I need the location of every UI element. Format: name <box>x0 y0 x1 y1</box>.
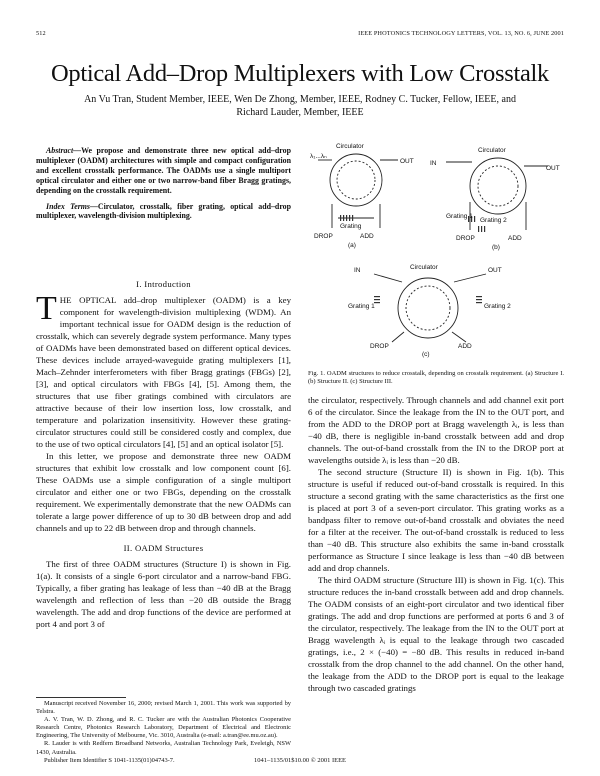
circulator-label-c: Circulator <box>410 264 438 271</box>
grating1-label-c: Grating 1 <box>348 303 375 310</box>
panel-label-a: (a) <box>348 242 356 249</box>
footnote-publisher-id: Publisher Item Identifier S 1041-1135(01)04743-7. <box>44 756 175 764</box>
lam-in-label-a: λ₁...λₙ <box>310 153 327 160</box>
footnote-rule <box>36 697 126 698</box>
figure-caption: Fig. 1. OADM structures to reduce crosstalk, depending on crosstalk requirement. (a) Structure I. (b) Structure II. (c) Structure III. <box>308 370 564 386</box>
footnote-manuscript: Manuscript received November 16, 2000; revised March 1, 2001. This work was supported by Telstra. <box>36 700 291 716</box>
right-paragraph-1: the circulator, respectively. Through channels and add channel exit port 6 of the circulator. Since the leakage from the IN to the OUT port, and from the ADD to the DROP port at Bragg wavelength λᵢ, is less than −40 dB, there is negligible in-band crosstalk between add and drop channels. The out-of-band crosstalk from the IN to the DROP port at wavelengths outside λᵢ is less than −20 dB. <box>308 395 564 466</box>
right-paragraph-3: The third OADM structure (Structure III) is shown in Fig. 1(c). This structure reduces the in-band crosstalk between add and drop channels. The OADM consists of an eight-port circulator and two identical fiber gratings. The add and drop functions are performed at ports 6 and 3 of the circulator, respectively. The leakage from the IN to the OUT port at Bragg wavelength λᵢ is equal to the leakage through two cascaded gratings, i.e., 2 × (−40) = −80 dB. This results in reduced in-band crosstalk from the drop channel to the add channel. On the other hand, the leakage from the ADD to the DROP port is equal to the leakage through two cascaded gratings <box>308 575 564 694</box>
grating1-label-b: Grating 1 <box>446 213 473 220</box>
drop-cap: T <box>36 290 57 328</box>
panel-label-c: (c) <box>422 351 430 358</box>
grating2-label-b: Grating 2 <box>480 217 507 224</box>
section-heading-introduction: I. Introduction <box>136 279 191 289</box>
intro-paragraph-1: HE OPTICAL add–drop multiplexer (OADM) is a key component for wavelength-division multiplexing (WDM). An important technical issue for OADM design is the reduction of crosstalk, which can severely degrade system performance. Many types of OADMs have been demonstrated based on different optical devices. These devices include arrayed-waveguide grating multiplexers [1], Mach–Zehnder interferometers with fiber Bragg gratings (FBGs) [2], [3], and optical circulators with FBGs [4], [5]. Among them, the structures that use fiber gratings combined with circulators are attractive because of their low insertion loss, low crosstalk, and temperature and polarization insensitivity. However these grating-circulator structures could still be considered costly and complex, due to the use of two optical circulators [4], [5] and an optical isolator [5]. <box>36 295 291 450</box>
right-paragraph-2: The second structure (Structure II) is shown in Fig. 1(b). This structure is useful if reduced out-of-band crosstalk is required. In this structure a second grating with the same characteristics as the first one is placed at port 3 of a seven-port circulator. This grating works as a bandpass filter to remove out-of-band crosstalk and obviates the need for a filter at the receiver. The out-of-band crosstalk is reduced to less than −40 dB. This structure also exhibits the same in-band crosstalk performance as Structure I since leakage is less than −40 dB between add and drop channels. <box>308 467 564 574</box>
authors-line-2: Richard Lauder, Member, IEEE <box>236 106 364 118</box>
page-footer: 1041–1135/01$10.00 © 2001 IEEE <box>253 757 347 764</box>
panel-label-b: (b) <box>492 244 500 251</box>
add-label-a: ADD <box>360 233 374 240</box>
left-column <box>36 278 291 630</box>
intro-paragraph-2: In this letter, we propose and demonstrate three new OADM structures that exhibit low crosstalk and low component count [6]. These OADMs use a simple configuration of a single multiport circulator and either one or two FBGs, depending on the crosstalk requirement. We experimentally demonstrate that the new OADMs can tolerate a large power difference of up to 30 dB between drop and add channels and up to 22 dB between drop and through channels. <box>36 451 291 534</box>
grating2-label-c: Grating 2 <box>484 303 511 310</box>
footnote-affiliation-1: A. V. Tran, W. D. Zhong, and R. C. Tucker are with the Australian Photonics Cooperative Research Centre, Photonics Research Laboratory, Department of Electrical and Electronic Engineering, The University of Melbourne, Vic. 3010, Australia (e-mail: a.tran@ee.mu.oz.au). <box>36 716 291 740</box>
circulator-c-ring <box>398 278 458 338</box>
circulator-a-inner <box>337 161 375 199</box>
circulator-a-ring <box>330 154 382 206</box>
grating-b2-mark <box>478 226 479 232</box>
section-heading-oadm-structures: II. OADM Structures <box>123 543 204 554</box>
footnote-affiliation-2: R. Lauder is with Redfern Broadband Networks, Australian Technology Park, Eveleigh, NSW 1430, Australia. <box>36 740 291 756</box>
out-label-c: OUT <box>488 267 502 274</box>
page-number: 512 <box>36 30 46 37</box>
in-label-b: IN <box>430 160 437 167</box>
grating-c2-mark <box>476 296 482 297</box>
drop-label-b: DROP <box>456 235 475 242</box>
abstract-block <box>36 146 291 227</box>
in-label-c: IN <box>354 267 361 274</box>
grating-a-mark <box>340 215 341 221</box>
index-terms-text: Circulator, crosstalk, fiber grating, optical add–drop multiplexer, wavelength-division multiplexing. <box>36 201 292 221</box>
out-label-a: OUT <box>400 158 414 165</box>
out-label-b: OUT <box>546 165 560 172</box>
structures-paragraph-1: The first of three OADM structures (Structure I) is shown in Fig. 1(a). It consists of a single 6-port circulator and a narrow-band FBG. Typically, a fiber grating has leakage of less than −40 dB at the Bragg wavelength and reflection of less than −20 dB outside the Bragg wavelength. The add and drop functions of the device are performed at port 4 and port 3 of <box>36 559 291 630</box>
drop-label-c: DROP <box>370 343 389 350</box>
circulator-label-a: Circulator <box>336 143 364 150</box>
index-terms-label: Index Terms— <box>46 201 98 211</box>
authors-line-1: An Vu Tran, Student Member, IEEE, Wen De Zhong, Member, IEEE, Rodney C. Tucker, Fellow, IEEE, and <box>84 94 516 105</box>
paper-title: Optical Add–Drop Multiplexers with Low Crosstalk <box>50 60 549 87</box>
grating-label-a: Grating <box>340 223 362 230</box>
circulator-label-b: Circulator <box>478 147 506 154</box>
author-list <box>60 94 540 119</box>
drop-label-a: DROP <box>314 233 333 240</box>
journal-header: IEEE PHOTONICS TECHNOLOGY LETTERS, VOL. 13, NO. 6, JUNE 2001 <box>358 30 564 37</box>
right-column <box>308 394 564 694</box>
abstract-label: Abstract— <box>46 146 82 155</box>
footnotes <box>36 700 291 765</box>
grating-c1-mark <box>374 296 380 297</box>
abstract-text: We propose and demonstrate three new optical add–drop multiplexer (OADM) architectures with simple and compact configuration and excellent crosstalk performance. The OADMs use a single multiport optical circulator and either one or two narrow-band fiber Bragg gratings, depending on the crosstalk requirement. <box>36 146 291 195</box>
add-label-b: ADD <box>508 235 522 242</box>
add-label-c: ADD <box>458 343 472 350</box>
figure-1-diagrams <box>308 136 564 358</box>
